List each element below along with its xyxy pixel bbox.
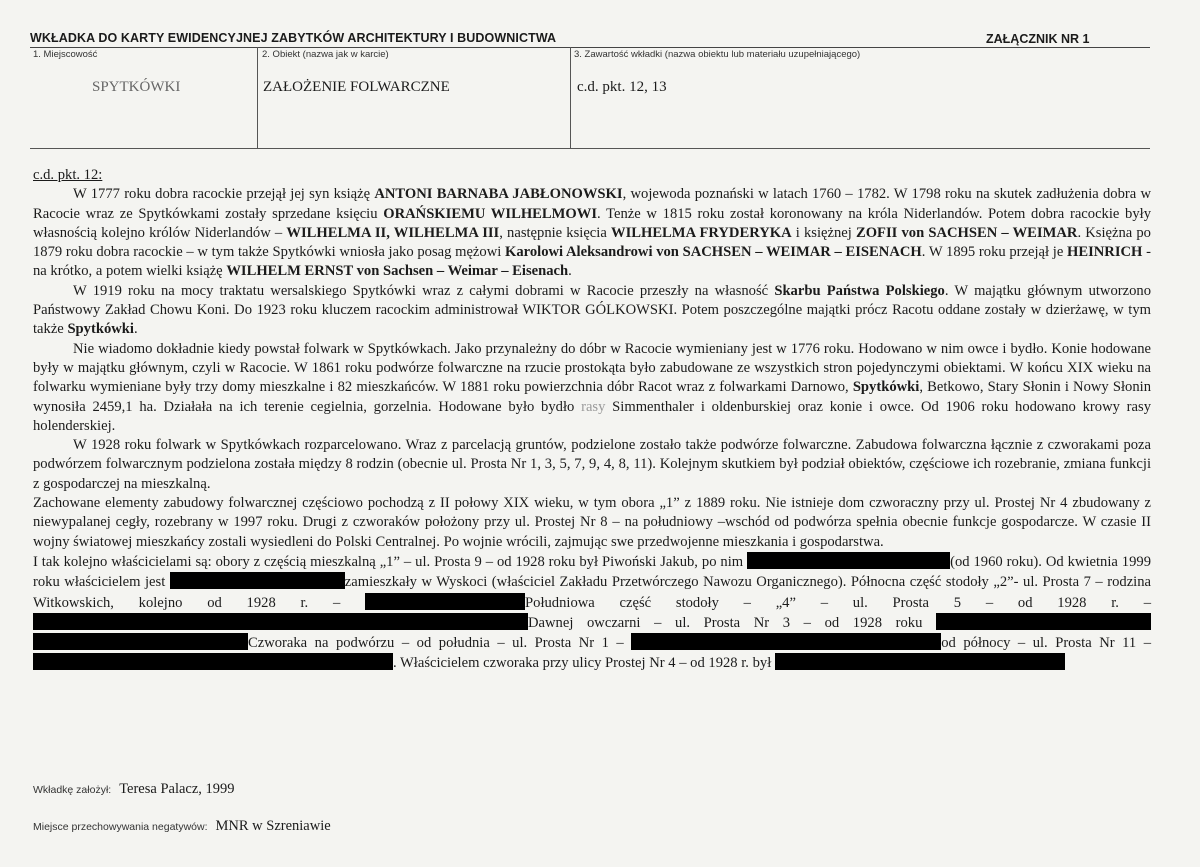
storage-value: MNR w Szreniawie	[215, 818, 331, 834]
document-body	[33, 166, 1151, 674]
locality-value: SPYTKÓWKI	[92, 79, 181, 95]
redaction-block	[33, 613, 528, 630]
annex-number: ZAŁĄCZNIK NR 1	[986, 32, 1090, 46]
redaction-block	[775, 653, 1065, 670]
object-label: 2. Obiekt (nazwa jak w karcie)	[262, 49, 389, 60]
content-label: 3. Zawartość wkładki (nazwa obiektu lub materiału uzupełniającego)	[574, 49, 861, 60]
paragraph-owners: I tak kolejno właścicielami są: obory z częścią mieszkalną „1” – ul. Prosta 9 – od 1928 roku był Piwoński Jakub, po nim (od 1960 roku). Od kwietnia 1999 roku właścicielem jest zamieszkały w Wyskoci (właściciel Zakładu Przetwórczego Nawozu Organicznego). Północna część stodoły „2”- ul. Prosta 7 – rodzina Witkowskich, kolejno od 1928 r. – Południowa część stodoły – „4” – ul. Prosta 5 – od 1928 r. – Dawnej owczarni – ul. Prosta Nr 3 – od 1928 roku Czworaka na podwórzu – od południa – ul. Prosta Nr 1 – od północy – ul. Prosta Nr 11 – . Właścicielem czworaka przy ulicy Prostej Nr 4 – od 1928 r. był	[33, 553, 1152, 672]
section-heading: c.d. pkt. 12:	[33, 167, 103, 183]
content-value: c.d. pkt. 12, 13	[577, 79, 667, 95]
author-label: Wkładkę założył:	[33, 784, 112, 796]
paragraph-history-2: W 1919 roku na mocy traktatu wersalskiego Spytkówki wraz z całymi dobrami w Racocie przeszły na własność Skarbu Państwa Polskiego. W majątku głównym utworzono Państwowy Zakład Chowu Koni. Do 1923 roku kluczem racockim administrował WIKTOR GÓLKOWSKI. Potem poszczególne majątki prócz Racotu oddane zostały w dzierżawę, w tym także Spytkówki.	[33, 282, 1151, 338]
object-value: ZAŁOŻENIE FOLWARCZNE	[263, 79, 450, 95]
author-line	[33, 780, 235, 798]
storage-line	[33, 817, 331, 835]
field-divider-1	[257, 47, 258, 148]
form-title: WKŁADKA DO KARTY EWIDENCYJNEJ ZABYTKÓW ARCHITEKTURY I BUDOWNICTWA	[30, 31, 557, 45]
redaction-block	[747, 552, 950, 569]
paragraph-preserved-elements: Zachowane elementy zabudowy folwarcznej częściowo pochodzą z II połowy XIX wieku, w tym obora „1” z 1889 roku. Nie istnieje dom czworaczny przy ul. Prostej Nr 4 zbudowany z niewypalanej cegły, rozebrany w 1997 roku. Drugi z czworaków położony przy ul. Prostej Nr 8 – na południowy –wschód od podwórza spełnia obecnie funkcje gospodarcze. W czasie II wojny światowej mieszkańcy zostali wysiedleni do Polski Centralnej. Po wojnie wrócili, zajmując swe przedwojenne mieszkania i gospodarstwa.	[33, 495, 1151, 550]
locality-label: 1. Miejscowość	[33, 49, 98, 60]
redaction-block	[936, 613, 1151, 630]
redaction-block	[170, 572, 345, 589]
paragraph-history-1: W 1777 roku dobra racockie przejął jej syn książę ANTONI BARNABA JABŁONOWSKI, wojewoda poznański w latach 1760 – 1782. W 1798 roku na skutek zadłużenia dobra w Racocie wraz ze Spytkówkami zostały sprzedane księciu ORAŃSKIEMU WILHELMOWI. Tenże w 1815 roku został koronowany na króla Niderlandów. Potem dobra racockie były własnością kolejno królów Niderlandów – WILHELMA II, WILHELMA III, następnie księcia WILHELMA FRYDERYKA i księżnej ZOFII von SACHSEN – WEIMAR. Księżna po 1879 roku dobra racockie – w tym także Spytkówki wniosła jako posag mężowi Karolowi Aleksandrowi von SACHSEN – WEIMAR – EISENACH. W 1895 roku przejął je HEINRICH - na krótko, a potem wielki książę WILHELM ERNST von Sachsen – Weimar – Eisenach.	[33, 186, 1152, 280]
paragraph-farm-origin: Nie wiadomo dokładnie kiedy powstał folwark w Spytkówkach. Jako przynależny do dóbr w Racocie wymieniany jest w 1776 roku. Hodowano w nim owce i bydło. Konie hodowane były w majątku głównym, czyli w Racocie. W 1861 roku podwórze folwarczne na rzucie prostokąta było zabudowane ze wszystkich stron pojedynczymi obiektami. W końcu XIX wieku na folwarku wymieniane były trzy domy mieszkalne i 82 mieszkańców. W 1881 roku powierzchnia dóbr Racot wraz z folwarkami Darnowo, Spytkówki, Betkowo, Stary Słonin i Nowy Słonin wynosiła 2459,1 ha. Działała na ich terenie cegielnia, gorzelnia. Hodowane było bydło rasy Simmenthaler i oldenburskiej oraz konie i owce. Od 1906 roku hodowano krowy rasy holenderskiej.	[33, 340, 1151, 434]
storage-label: Miejsce przechowywania negatywów:	[33, 821, 208, 833]
fields-bottom-rule	[30, 148, 1150, 149]
field-divider-2	[570, 47, 571, 148]
redaction-block	[365, 593, 525, 610]
redaction-block	[33, 653, 393, 670]
redaction-block	[631, 633, 941, 650]
paragraph-parcelation: W 1928 roku folwark w Spytkówkach rozparcelowano. Wraz z parcelacją gruntów, podzielone zostało także podwórze folwarczne. Zabudowa folwarczna łącznie z czworakami poza podwórzem folwarcznym podzielona została między 8 rodzin (obecnie ul. Prosta Nr 1, 3, 5, 7, 9, 4, 8, 11). Kolejnym skutkiem był podział obiektów, częściowe ich rozebranie, zmiana funkcji z gospodarczej na mieszkalną.	[33, 437, 1151, 492]
redaction-block	[33, 633, 248, 650]
author-value: Teresa Palacz, 1999	[119, 781, 235, 797]
header-rule	[30, 47, 1150, 48]
